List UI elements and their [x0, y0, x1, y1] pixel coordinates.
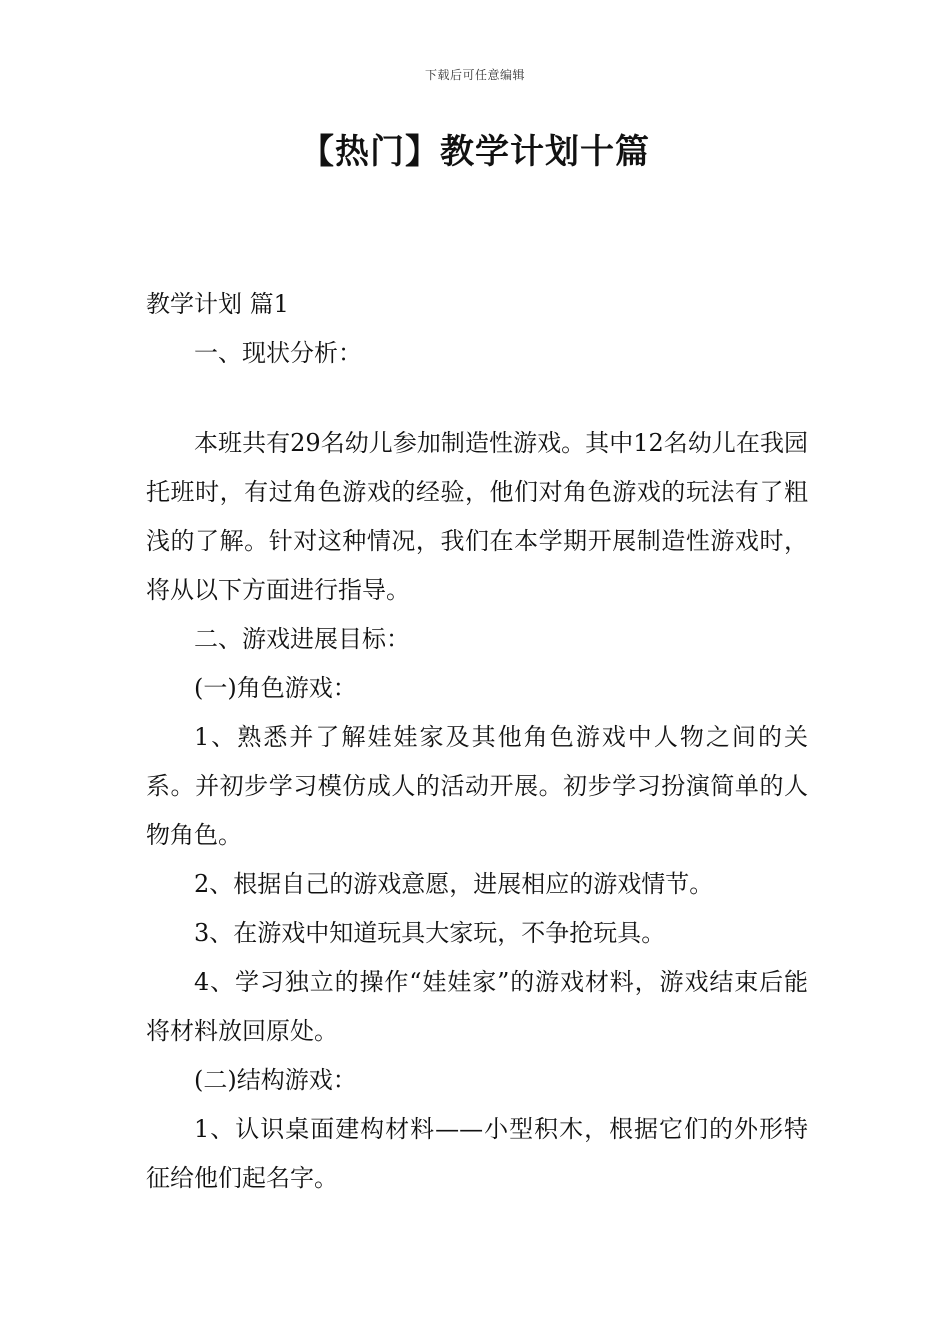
paragraph-gap — [146, 378, 808, 409]
part1-heading: 一、现状分析： — [194, 339, 362, 367]
structure-play-heading: (二)结构游戏： — [194, 1066, 357, 1094]
document-body — [146, 280, 808, 1203]
role-play-item-2: 2、根据自己的游戏意愿，进展相应的游戏情节。 — [194, 870, 714, 898]
role-play-item-1: 1、熟悉并了解娃娃家及其他角色游戏中人物之间的关系。并初步学习模仿成人的活动开展。初步学习扮演简单的人物角色。 — [146, 723, 808, 849]
part2-heading: 二、游戏进展目标： — [194, 625, 410, 653]
header-note: 下载后可任意编辑 — [424, 68, 525, 82]
section-heading: 教学计划 篇1 — [146, 290, 289, 318]
structure-play-item-1: 1、认识桌面建构材料——小型积木，根据它们的外形特征给他们起名字。 — [146, 1115, 808, 1192]
role-play-item-4: 4、学习独立的操作“娃娃家”的游戏材料，游戏结束后能将材料放回原处。 — [146, 968, 808, 1045]
role-play-heading: (一)角色游戏： — [194, 674, 357, 702]
part1-paragraph: 本班共有29名幼儿参加制造性游戏。其中12名幼儿在我园托班时，有过角色游戏的经验，他们对角色游戏的玩法有了粗浅的了解。针对这种情况，我们在本学期开展制造性游戏时，将从以下方面进行指导。 — [146, 429, 808, 604]
role-play-item-3: 3、在游戏中知道玩具大家玩，不争抢玩具。 — [194, 919, 666, 947]
document-title: 【热门】教学计划十篇 — [300, 132, 650, 172]
